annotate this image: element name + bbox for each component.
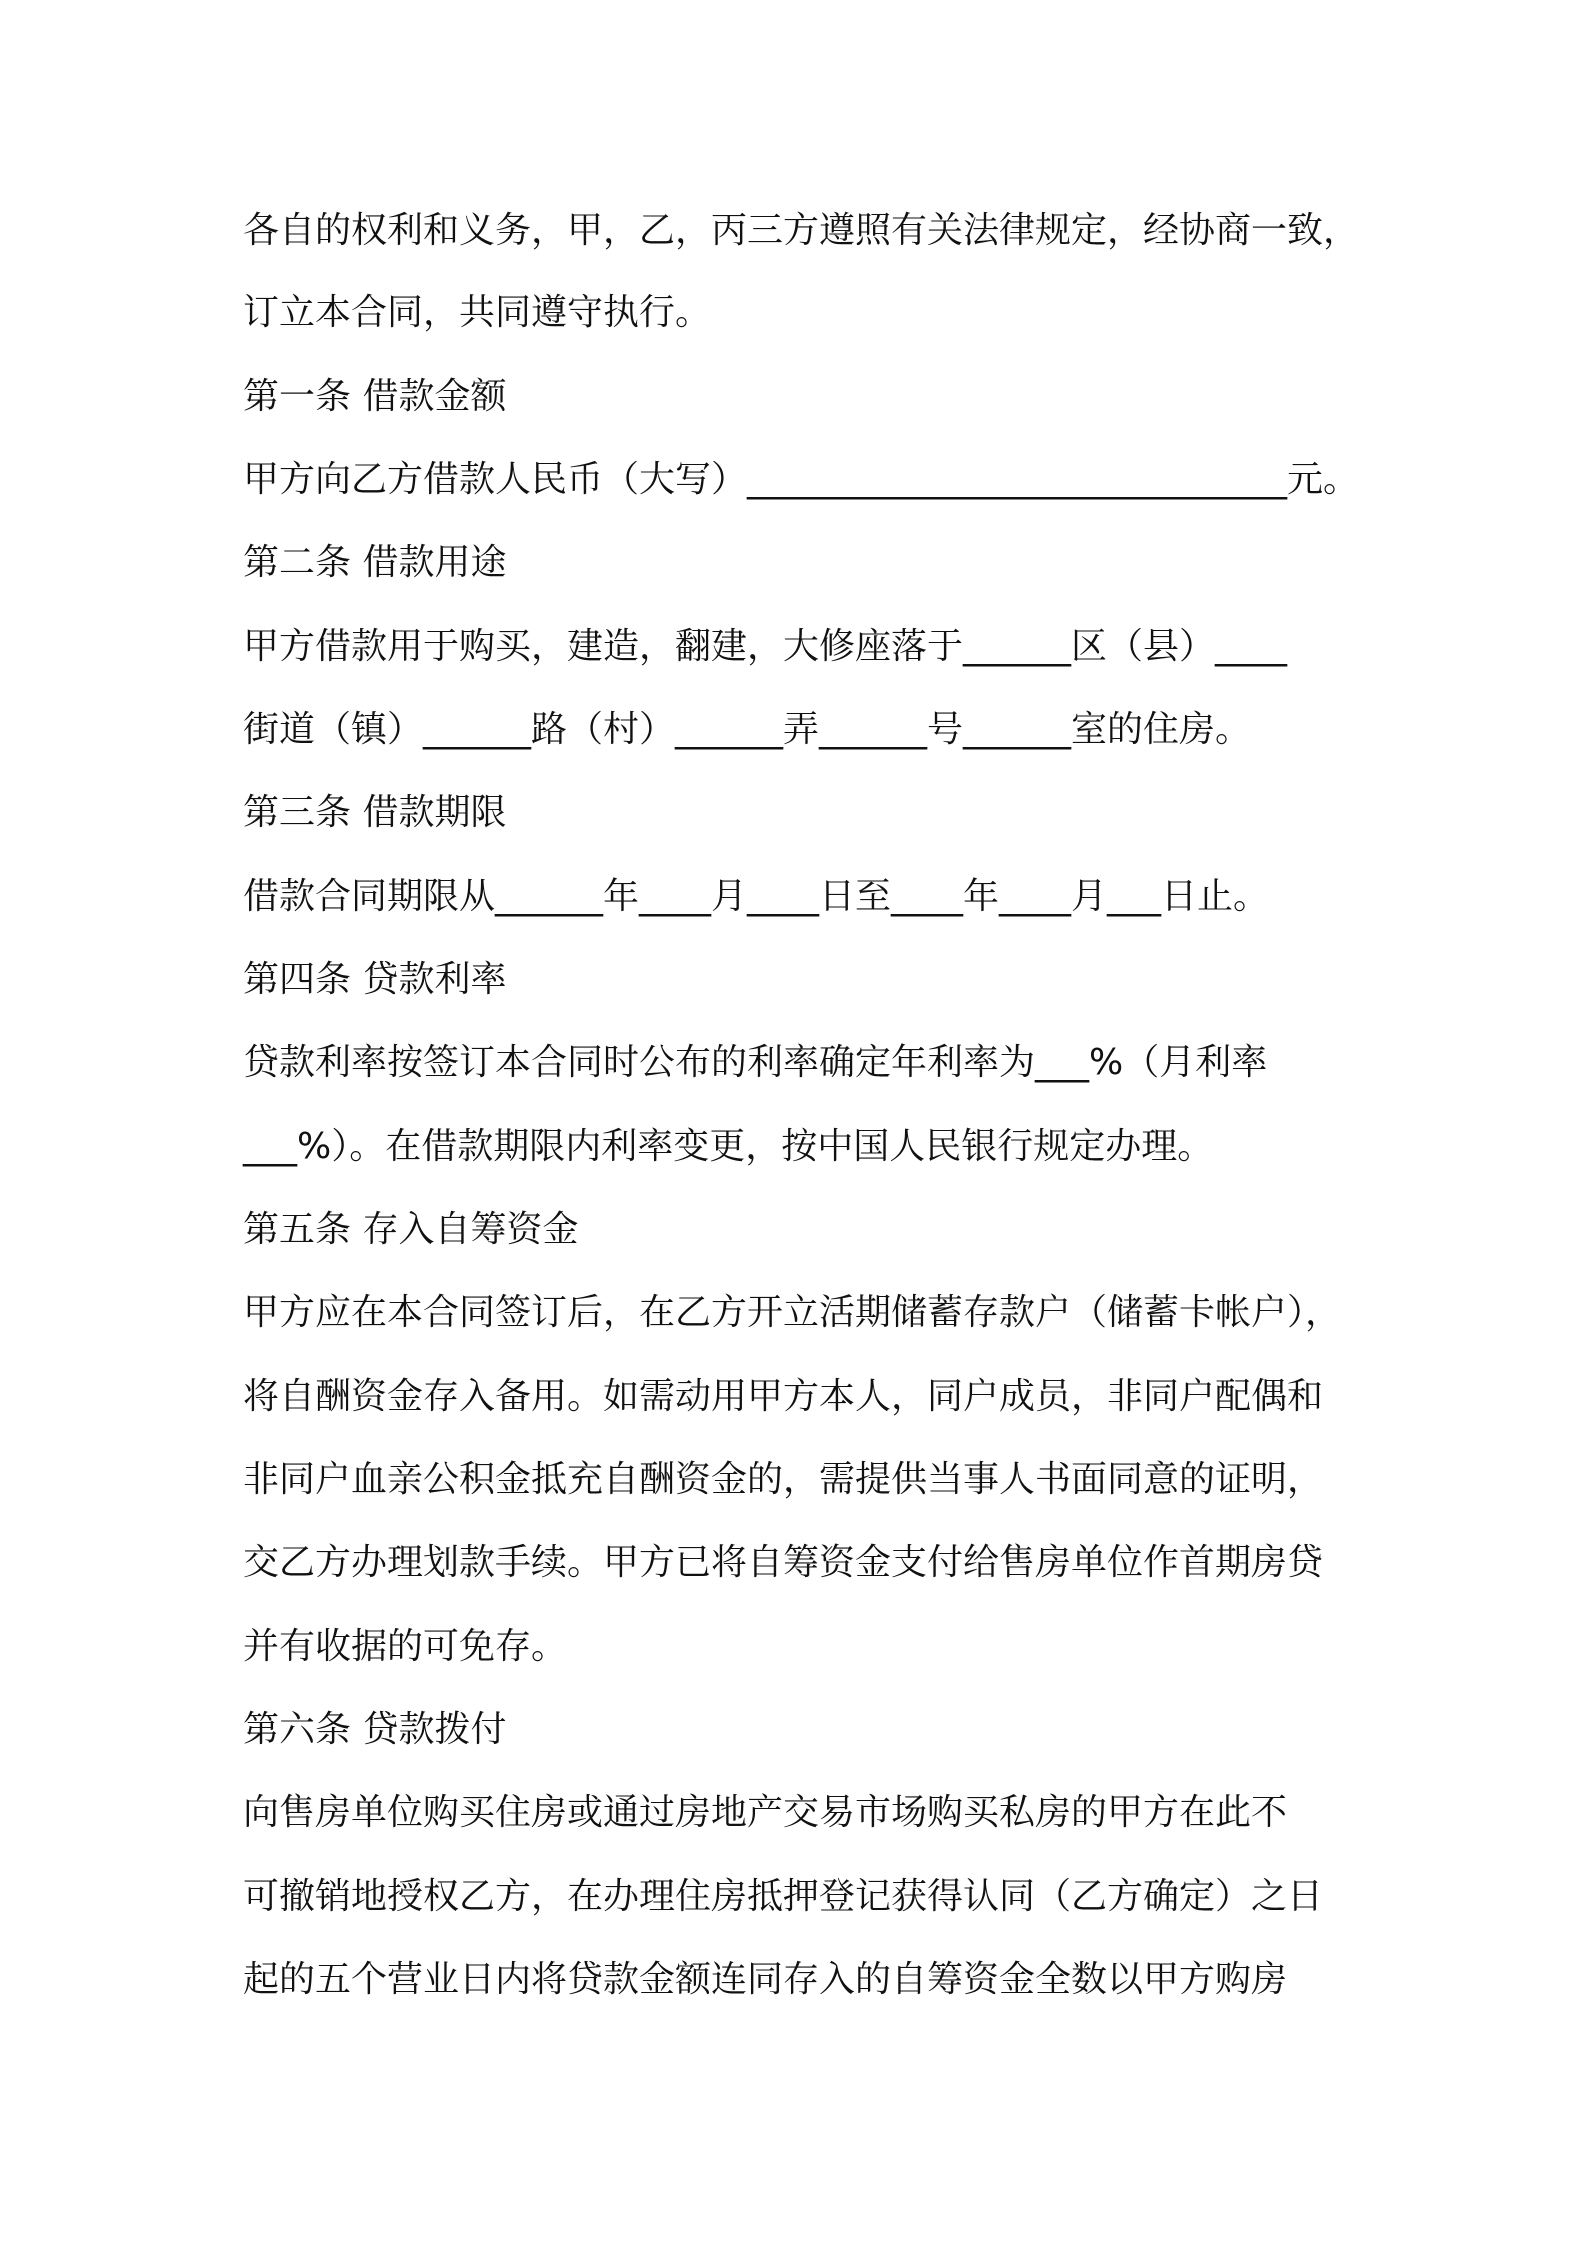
- body-text-line: 将自酬资金存入备用。如需动用甲方本人，同户成员，非同户配偶和: [243, 1376, 1324, 1417]
- body-text-line: 订立本合同，共同遵守执行。: [243, 292, 712, 333]
- body-text-line: 交乙方办理划款手续。甲方已将自筹资金支付给售房单位作首期房贷: [243, 1542, 1324, 1583]
- article-heading: 第三条 借款期限: [243, 792, 507, 833]
- body-text-line: 甲方向乙方借款人民币（大写）______________________________元。: [243, 459, 1360, 500]
- body-text-line: 甲方应在本合同签订后，在乙方开立活期储蓄存款户（储蓄卡帐户），: [243, 1292, 1342, 1333]
- article-heading: 第四条 贷款利率: [243, 959, 507, 1000]
- body-text-line: 向售房单位购买住房或通过房地产交易市场购买私房的甲方在此不: [243, 1792, 1288, 1833]
- article-heading: 第六条 贷款拨付: [243, 1709, 507, 1750]
- body-text-line: 起的五个营业日内将贷款金额连同存入的自筹资金全数以甲方购房: [243, 1959, 1288, 2000]
- body-text-line: 并有收据的可免存。: [243, 1626, 568, 1667]
- body-text-line: 可撤销地授权乙方，在办理住房抵押登记获得认同（乙方确定）之日: [243, 1876, 1324, 1917]
- body-text-line: 借款合同期限从______年____月____日至____年____月___日止。: [243, 876, 1270, 917]
- body-text-line: 贷款利率按签订本合同时公布的利率确定年利率为___%（月利率: [243, 1042, 1268, 1083]
- body-text-line: 各自的权利和义务，甲，乙，丙三方遵照有关法律规定，经协商一致，: [243, 210, 1360, 251]
- body-text-line: ___%）。在借款期限内利率变更，按中国人民银行规定办理。: [243, 1126, 1214, 1167]
- body-text-line: 街道（镇）______路（村）______弄______号______室的住房。: [243, 709, 1252, 750]
- body-text-line: 非同户血亲公积金抵充自酬资金的，需提供当事人书面同意的证明，: [243, 1459, 1324, 1500]
- body-text-line: 甲方借款用于购买，建造，翻建，大修座落于______区（县）____: [243, 626, 1288, 667]
- article-heading: 第一条 借款金额: [243, 376, 507, 417]
- article-heading: 第五条 存入自筹资金: [243, 1209, 579, 1250]
- article-heading: 第二条 借款用途: [243, 542, 507, 583]
